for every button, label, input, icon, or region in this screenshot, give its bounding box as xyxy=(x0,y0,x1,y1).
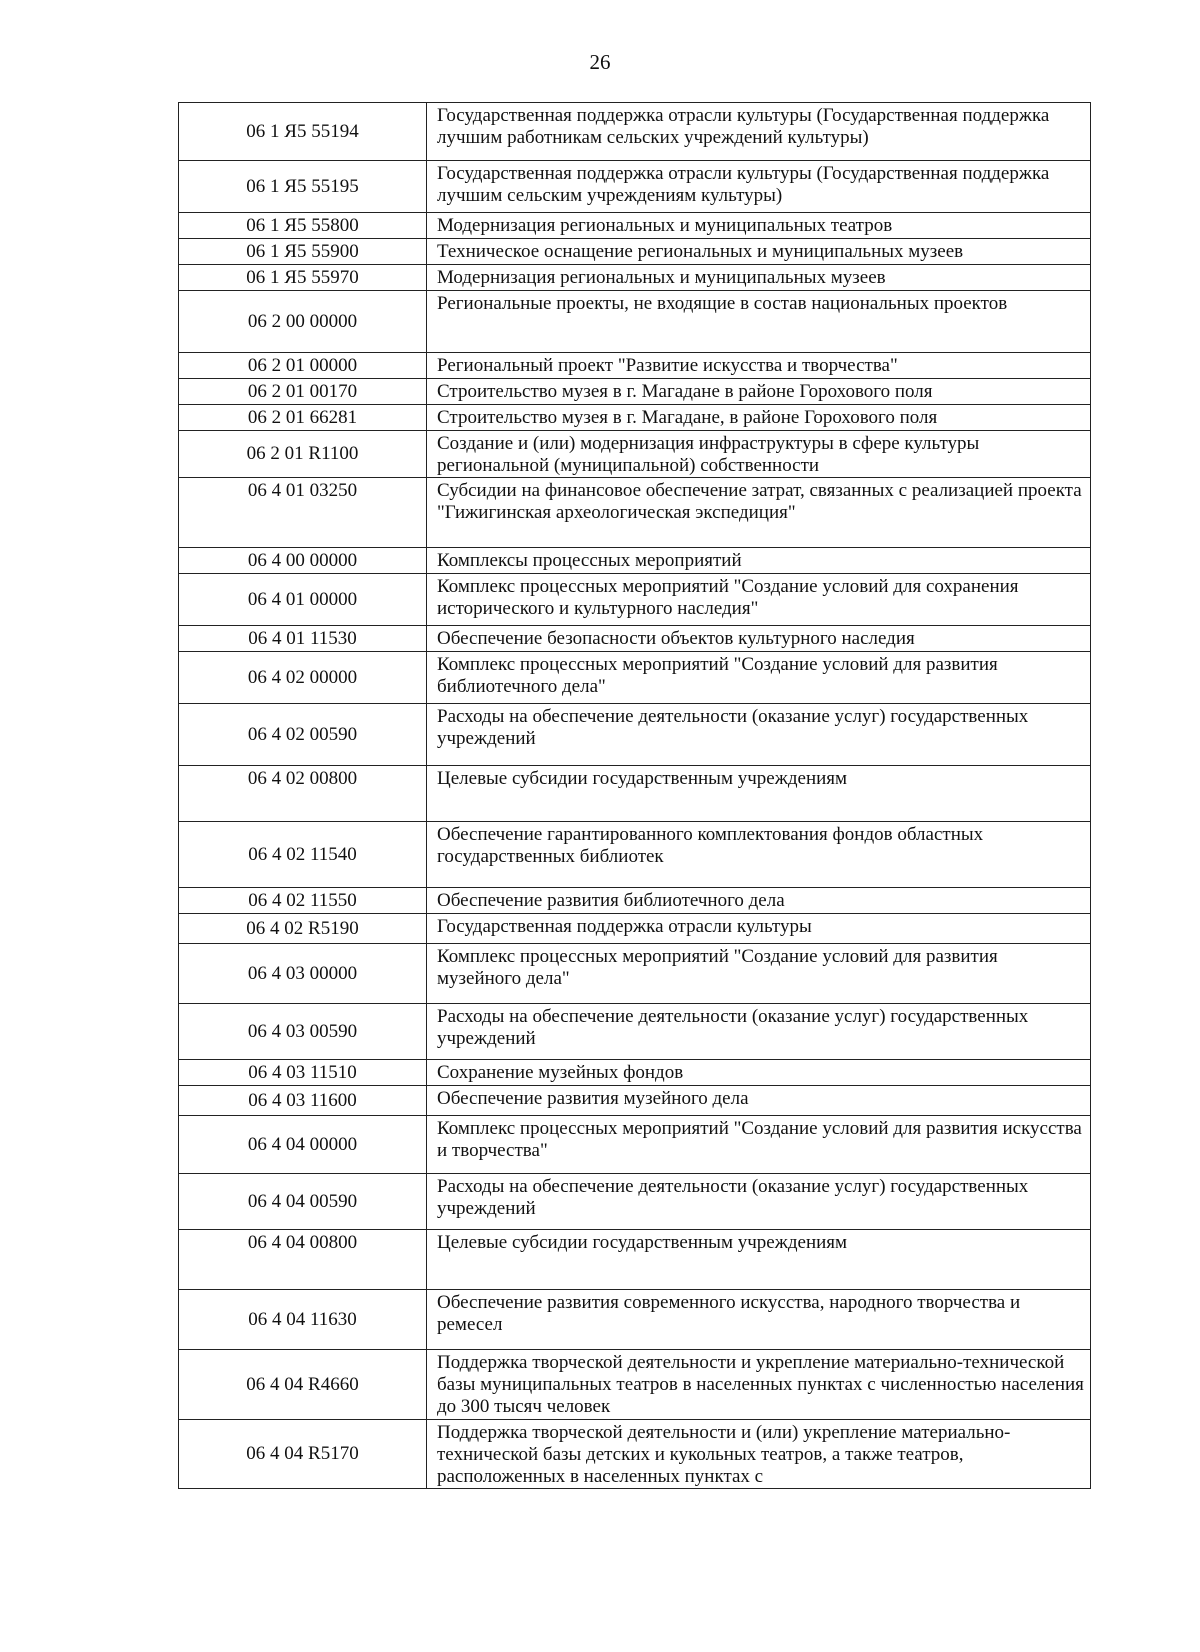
table-row xyxy=(179,822,1091,888)
expense-name-cell: Субсидии на финансовое обеспечение затрат, связанных с реализацией проекта "Гижигинская археологическая экспедиция" xyxy=(427,478,1091,548)
table-row xyxy=(179,548,1091,574)
table-row xyxy=(179,1420,1091,1489)
expense-name-cell: Государственная поддержка отрасли культуры (Государственная поддержка лучшим работникам сельских учреждений культуры) xyxy=(427,103,1091,161)
budget-code-cell: 06 1 Я5 55194 xyxy=(179,103,427,161)
table-row xyxy=(179,405,1091,431)
table-row xyxy=(179,265,1091,291)
table-row xyxy=(179,1174,1091,1230)
table-row xyxy=(179,478,1091,548)
expense-name-cell: Строительство музея в г. Магадане в районе Горохового поля xyxy=(427,379,1091,405)
table-row xyxy=(179,1290,1091,1350)
budget-code-cell: 06 4 04 00000 xyxy=(179,1116,427,1174)
budget-code-table xyxy=(178,102,1091,1489)
budget-code-cell: 06 1 Я5 55195 xyxy=(179,161,427,213)
table-row xyxy=(179,1060,1091,1086)
page-number: 26 xyxy=(589,50,611,74)
table-row xyxy=(179,291,1091,353)
budget-code-cell: 06 4 00 00000 xyxy=(179,548,427,574)
expense-name-cell: Обеспечение безопасности объектов культурного наследия xyxy=(427,626,1091,652)
table-row xyxy=(179,1086,1091,1116)
budget-code-cell: 06 4 02 00590 xyxy=(179,704,427,766)
expense-name-cell: Сохранение музейных фондов xyxy=(427,1060,1091,1086)
budget-code-cell: 06 1 Я5 55900 xyxy=(179,239,427,265)
expense-name-cell: Модернизация региональных и муниципальных музеев xyxy=(427,265,1091,291)
budget-code-cell: 06 4 02 R5190 xyxy=(179,914,427,944)
budget-code-cell: 06 4 03 00590 xyxy=(179,1004,427,1060)
expense-name-cell: Строительство музея в г. Магадане, в районе Горохового поля xyxy=(427,405,1091,431)
table-row xyxy=(179,914,1091,944)
table-row xyxy=(179,1116,1091,1174)
budget-code-cell: 06 4 04 R4660 xyxy=(179,1350,427,1420)
expense-name-cell: Комплекс процессных мероприятий "Создание условий для развития искусства и творчества" xyxy=(427,1116,1091,1174)
expense-name-cell: Государственная поддержка отрасли культуры (Государственная поддержка лучшим сельским учреждениям культуры) xyxy=(427,161,1091,213)
expense-name-cell: Комплексы процессных мероприятий xyxy=(427,548,1091,574)
expense-name-cell: Комплекс процессных мероприятий "Создание условий для развития музейного дела" xyxy=(427,944,1091,1004)
budget-code-cell: 06 4 02 00800 xyxy=(179,766,427,822)
budget-code-cell: 06 4 03 11600 xyxy=(179,1086,427,1116)
table-row xyxy=(179,103,1091,161)
table-row xyxy=(179,161,1091,213)
table-row xyxy=(179,704,1091,766)
table-row xyxy=(179,944,1091,1004)
budget-code-cell: 06 4 03 11510 xyxy=(179,1060,427,1086)
expense-name-cell: Поддержка творческой деятельности и (или) укрепление материально-технической базы детских и кукольных театров, а также театров, расположенных в населенных пунктах с xyxy=(427,1420,1091,1489)
budget-code-cell: 06 4 01 00000 xyxy=(179,574,427,626)
budget-code-cell: 06 4 01 03250 xyxy=(179,478,427,548)
expense-name-cell: Обеспечение развития музейного дела xyxy=(427,1086,1091,1116)
budget-code-cell: 06 4 01 11530 xyxy=(179,626,427,652)
budget-code-cell: 06 2 01 00170 xyxy=(179,379,427,405)
expense-name-cell: Комплекс процессных мероприятий "Создание условий для сохранения исторического и культурного наследия" xyxy=(427,574,1091,626)
table-row xyxy=(179,353,1091,379)
budget-code-cell: 06 4 04 R5170 xyxy=(179,1420,427,1489)
budget-code-cell: 06 4 04 11630 xyxy=(179,1290,427,1350)
expense-name-cell: Обеспечение развития современного искусства, народного творчества и ремесел xyxy=(427,1290,1091,1350)
budget-code-cell: 06 4 02 11540 xyxy=(179,822,427,888)
expense-name-cell: Техническое оснащение региональных и муниципальных музеев xyxy=(427,239,1091,265)
table-row xyxy=(179,766,1091,822)
expense-name-cell: Региональный проект "Развитие искусства и творчества" xyxy=(427,353,1091,379)
table-row xyxy=(179,1004,1091,1060)
budget-code-cell: 06 4 04 00590 xyxy=(179,1174,427,1230)
table-row xyxy=(179,652,1091,704)
budget-code-cell: 06 4 02 00000 xyxy=(179,652,427,704)
expense-name-cell: Обеспечение развития библиотечного дела xyxy=(427,888,1091,914)
table-row xyxy=(179,431,1091,478)
budget-code-cell: 06 2 01 R1100 xyxy=(179,431,427,478)
table-row xyxy=(179,888,1091,914)
budget-code-cell: 06 4 02 11550 xyxy=(179,888,427,914)
table-row xyxy=(179,239,1091,265)
expense-name-cell: Поддержка творческой деятельности и укрепление материально-технической базы муниципальных театров в населенных пунктах с численностью населения до 300 тысяч человек xyxy=(427,1350,1091,1420)
table-row xyxy=(179,1350,1091,1420)
expense-name-cell: Создание и (или) модернизация инфраструктуры в сфере культуры региональной (муниципальной) собственности xyxy=(427,431,1091,478)
expense-name-cell: Целевые субсидии государственным учреждениям xyxy=(427,1230,1091,1290)
table-row xyxy=(179,213,1091,239)
expense-name-cell: Комплекс процессных мероприятий "Создание условий для развития библиотечного дела" xyxy=(427,652,1091,704)
budget-code-cell: 06 1 Я5 55970 xyxy=(179,265,427,291)
expense-name-cell: Региональные проекты, не входящие в состав национальных проектов xyxy=(427,291,1091,353)
expense-name-cell: Целевые субсидии государственным учреждениям xyxy=(427,766,1091,822)
budget-code-cell: 06 2 01 66281 xyxy=(179,405,427,431)
expense-name-cell: Расходы на обеспечение деятельности (оказание услуг) государственных учреждений xyxy=(427,1174,1091,1230)
expense-name-cell: Государственная поддержка отрасли культуры xyxy=(427,914,1091,944)
table-row xyxy=(179,379,1091,405)
table-row xyxy=(179,1230,1091,1290)
budget-code-cell: 06 4 03 00000 xyxy=(179,944,427,1004)
budget-code-cell: 06 4 04 00800 xyxy=(179,1230,427,1290)
budget-code-cell: 06 2 01 00000 xyxy=(179,353,427,379)
table-row xyxy=(179,574,1091,626)
budget-code-cell: 06 1 Я5 55800 xyxy=(179,213,427,239)
expense-name-cell: Обеспечение гарантированного комплектования фондов областных государственных библиотек xyxy=(427,822,1091,888)
table-row xyxy=(179,626,1091,652)
expense-name-cell: Расходы на обеспечение деятельности (оказание услуг) государственных учреждений xyxy=(427,704,1091,766)
expense-name-cell: Модернизация региональных и муниципальных театров xyxy=(427,213,1091,239)
budget-code-cell: 06 2 00 00000 xyxy=(179,291,427,353)
table-body xyxy=(179,103,1091,1489)
expense-name-cell: Расходы на обеспечение деятельности (оказание услуг) государственных учреждений xyxy=(427,1004,1091,1060)
